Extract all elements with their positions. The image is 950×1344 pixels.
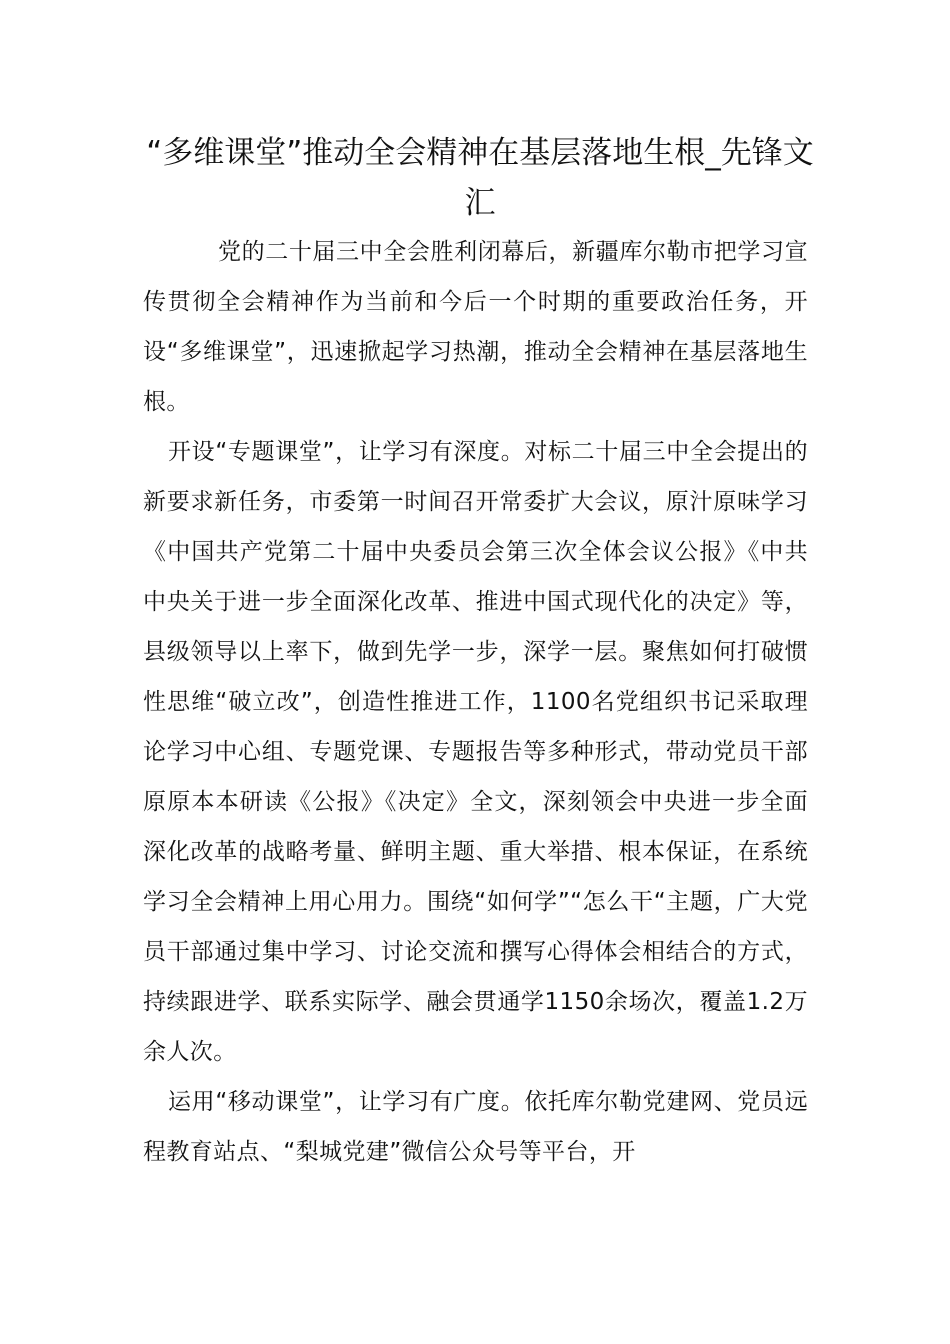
paragraph-mobile-classroom: 运用“移动课堂”，让学习有广度。依托库尔勒党建网、党员远程教育站点、“梨城党建”微信公众号等平台，开 bbox=[143, 1089, 808, 1165]
paragraph-special-classroom: 开设“专题课堂”，让学习有深度。对标二十届三中全会提出的新要求新任务，市委第一时间召开常委扩大会议，原汁原味学习《中国共产党第二十届中央委员会第三次全体会议公报》《中共中央关于进一步全面深化改革、推进中国式现代化的决定》等，县级领导以上率下，做到先学一步，深学一层。聚焦如何打破惯性思维“破立改”，创造性推进工作，1100名党组织书记采取理论学习中心组、专题党课、专题报告等多种形式，带动党员干部原原本本研读《公报》《决定》全文，深刻领会中央进一步全面深化改革的战略考量、鲜明主题、重大举措、根本保证，在系统学习全会精神上用心用力。围绕“如何学”“怎么干“主题，广大党员干部通过集中学习、讨论交流和撰写心得体会相结合的方式，持续跟进学、联系实际学、融会贯通学1150余场次，覆盖1.2万余人次。 bbox=[143, 439, 808, 1065]
paragraph-intro: 党的二十届三中全会胜利闭幕后，新疆库尔勒市把学习宣传贯彻全会精神作为当前和今后一个时期的重要政治任务，开设“多维课堂”，迅速掀起学习热潮，推动全会精神在基层落地生根。 bbox=[143, 239, 808, 415]
document-body bbox=[143, 227, 808, 1177]
document-title: “多维课堂”推动全会精神在基层落地生根_先锋文汇 bbox=[146, 135, 814, 221]
